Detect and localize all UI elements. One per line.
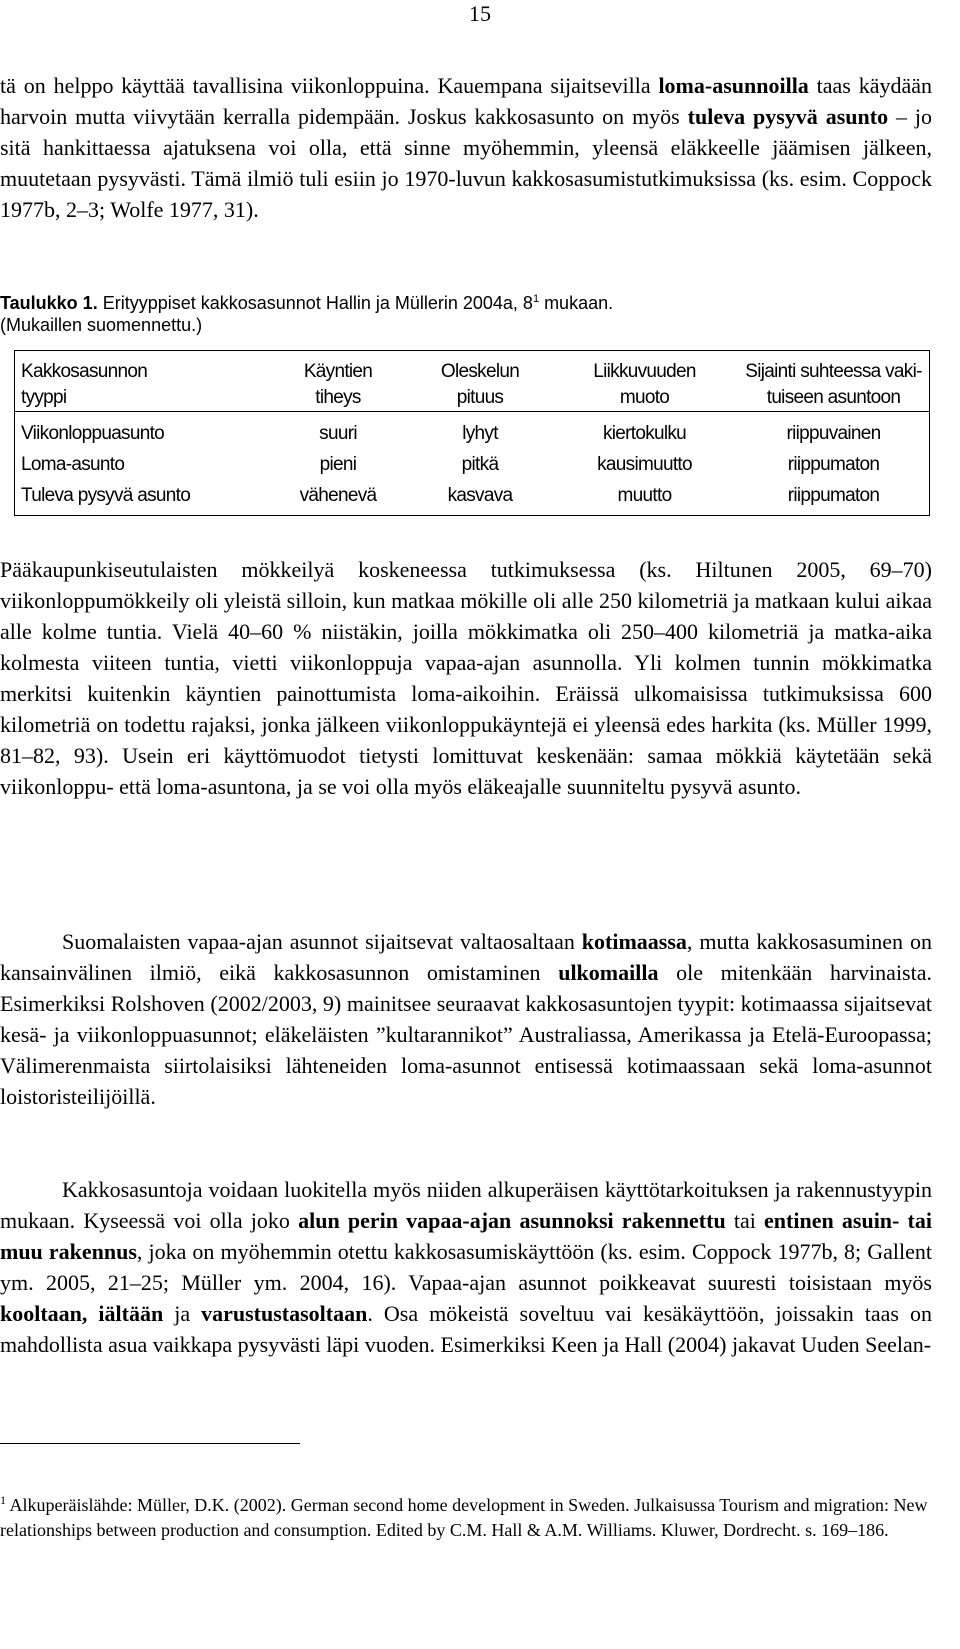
table-header-cell: Käyntien tiheys: [303, 361, 373, 408]
table-caption-label: Taulukko 1.: [0, 293, 98, 313]
table-row: [15, 480, 930, 516]
table-cell: Tuleva pysyvä asunto: [21, 485, 191, 506]
table-caption: Taulukko 1. Erityyppiset kakkosasunnot Hallin ja Müllerin 2004a, $8^1$ mukaan. (Mukaillen suomennettu.): [0, 293, 614, 335]
table-cell: lyhyt: [462, 423, 498, 444]
bold-term: loma-asunnoilla: [658, 73, 809, 98]
data-table: [14, 350, 930, 516]
paragraph-2: Pääkaupunkiseutulaisten mökkeilyä koskeneessa tutkimuksessa (ks. Hiltunen 2005, 69–70) viikonloppumökkeily oli yleistä silloin, kun matkaa mökille oli alle 250 kilometriä ja matkaan kului aikaa alle kolme tuntia. Vielä 40–60 % niistäkin, joilla mökkimatka oli 250–400 kilometriä ja matka-aika kolmesta viiteen tuntia, vietti viikonloppuja vapaa-ajan asunnolla. Yli kolmen tunnin mökkimatka merkitsi kuitenkin käyntien painottumista loma-aikoihin. Eräissä ulkomaisissa tutkimuksissa 600 kilometriä on todettu rajaksi, jonka jälkeen viikonloppukäyntejä ei yleensä edes harkita (ks. Müller 1999, 81–82, 93). Usein eri käyttömuodot tietysti lomittuvat keskenään: samaa mökkiä käytetään sekä viikonloppu- että loma-asuntona, ja se voi olla myös eläkeajalle suunniteltu pysyvä asunto.: [0, 557, 932, 799]
table-header-cell: Kakkosasunnon tyyppi: [21, 361, 148, 408]
bold-term: kotimaassa: [581, 929, 687, 954]
table-header-cell: Oleskelun pituus: [440, 361, 520, 408]
bold-term: tuleva pysyvä asunto: [687, 104, 889, 129]
paragraph-1: tä on helppo käyttää tavallisina viikonloppuina. Kauempana sijaitsevilla loma-asunnoilla taas käydään harvoin mutta viivytään kerralla pidempään. Joskus kakkosasunto on myös tuleva pysyvä asunto – jo sitä hankittaessa ajatuksena voi olla, että sinne myöhemmin, yleensä eläkkeelle jäämisen jälkeen, muutetaan pysyvästi. Tämä ilmiö tuli esiin jo 1970-luvun kakkosasumistutkimuksissa (ks. esim. Coppock 1977b, 2–3; Wolfe 1977, 31).: [0, 73, 933, 222]
paragraph-4: Kakkosasuntoja voidaan luokitella myös niiden alkuperäisen käyttötarkoituksen ja rakennustyypin mukaan. Kyseessä voi olla joko alun perin vapaa-ajan asunnoksi rakennettu tai entinen asuin- tai muu rakennus, joka on myöhemmin otettu kakkosasumiskäyttöön (ks. esim. Coppock 1977b, 8; Gallent ym. 2005, 21–25; Müller ym. 2004, 16). Vapaa-ajan asunnot poikkeavat suuresti toisistaan myös kooltaan, iältään ja varustustasoltaan. Osa mökeistä soveltuu vai kesäkäyttöön, joissakin taas on mahdollista asua vaikkapa pysyvästi läpi vuoden. Esimerkiksi Keen ja Hall (2004) jakavat Uuden Seelan-: [0, 1177, 932, 1357]
bold-term: alun perin vapaa-ajan asunnoksi rakennettu: [298, 1208, 726, 1233]
bold-term: entinen asuin- tai muu rakennus: [0, 1208, 932, 1264]
table-cell: riippumaton: [787, 454, 880, 475]
footnote-mark: 1: [0, 1493, 6, 1507]
footnote-ref: 1: [532, 293, 540, 305]
table-cell: pieni: [319, 454, 357, 475]
table-cell: kausimuutto: [597, 454, 692, 475]
table-cell: Loma-asunto: [21, 454, 125, 475]
paragraph-3: Suomalaisten vapaa-ajan asunnot sijaitsevat valtaosaltaan kotimaassa, mutta kakkosasuminen on kansainvälinen ilmiö, eikä kakkosasunnon omistaminen ulkomailla ole mitenkään harvinaista. Esimerkiksi Rolshoven (2002/2003, 9) mainitsee seuraavat kakkosasuntojen tyypit: kotimaassa sijaitsevat kesä- ja viikonloppuasunnot; eläkeläisten ”kultarannikot” Australiassa, Amerikassa ja Etelä-Euroopassa; Välimerenmaista siirtolaisiksi lähteneiden loma-asunnot entisessä kotimaassaan sekä loma-asunnot loistoristeilijöillä.: [0, 929, 932, 1109]
table-cell: pitkä: [461, 454, 499, 475]
table-cell: kiertokulku: [602, 423, 687, 444]
table-cell: muutto: [617, 485, 672, 506]
bold-term: varustustasoltaan: [201, 1301, 368, 1326]
table-header-cell: Liikkuvuuden muoto: [593, 361, 696, 408]
table-header-row: [15, 351, 930, 412]
table-row: [15, 449, 930, 480]
table-header-cell: Sijainti suhteessa vaki- tuiseen asuntoon: [745, 361, 922, 408]
table-cell: vähenevä: [299, 485, 377, 506]
table-cell: riippumaton: [787, 485, 880, 506]
bold-term: kooltaan, iältään: [0, 1301, 164, 1326]
table-cell: Viikonloppuasunto: [21, 423, 165, 444]
footnote: $^1$ Alkuperäislähde: Müller, D.K. (2002). German second home development in Sweden. Julkaisussa Tourism and migration: New relationships between production and consumption. Edited by C.M. Hall & A.M. Williams. Kluwer, Dordrecht. s. 169–186.: [0, 1493, 928, 1540]
table-cell: suuri: [319, 423, 357, 444]
page-number: 15: [469, 1, 491, 26]
table-cell: kasvava: [447, 485, 513, 506]
bold-term: ulkomailla: [558, 960, 659, 985]
table-row: [15, 412, 930, 450]
footnote-divider: [0, 1443, 300, 1444]
table-cell: riippuvainen: [786, 423, 881, 444]
